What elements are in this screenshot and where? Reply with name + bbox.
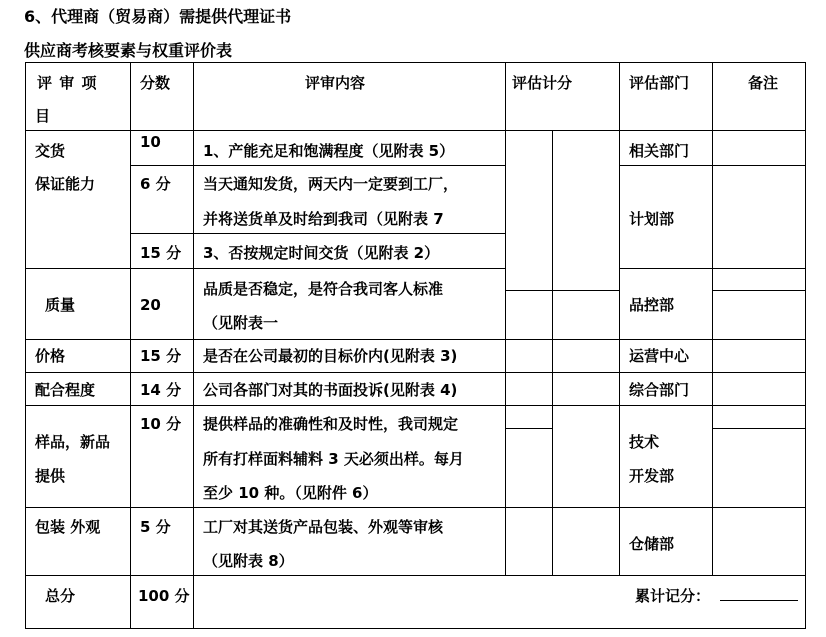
content-cell-cont: （见附表 8） <box>203 552 294 570</box>
section-heading: 6、代理商（贸易商）需提供代理证书 <box>24 7 292 26</box>
row-divider <box>25 372 806 373</box>
row-divider <box>25 507 806 508</box>
row-divider <box>25 575 806 576</box>
header-content: 评审内容 <box>305 74 366 92</box>
content-cell: 品质是否稳定，是符合我司客人标准 <box>203 280 444 298</box>
table-border-top <box>25 62 806 63</box>
table-title: 供应商考核要素与权重评价表 <box>24 41 233 60</box>
content-cell: 1、产能充足和饱满程度（见附表 5） <box>203 142 455 160</box>
item-samples-cont: 提供 <box>35 467 66 485</box>
dept-cell: 计划部 <box>629 210 675 228</box>
dept-cell: 品控部 <box>629 296 675 314</box>
content-cell: 当天通知发货，两天内一定要到工厂， <box>203 175 459 193</box>
item-packaging: 包装 外观 <box>35 518 101 536</box>
row-divider <box>712 428 806 429</box>
dept-cell: 运营中心 <box>629 347 690 365</box>
score-cell: 14 分 <box>140 381 182 399</box>
item-cooperation: 配合程度 <box>35 381 96 399</box>
column-divider <box>505 62 506 576</box>
row-divider <box>619 268 806 269</box>
row-divider <box>25 405 806 406</box>
dept-cell: 仓储部 <box>629 535 675 553</box>
score-cell: 5 分 <box>140 518 171 536</box>
total-score: 100 分 <box>138 587 190 605</box>
row-divider <box>505 428 553 429</box>
content-cell-cont: （见附表一 <box>203 314 279 332</box>
total-label: 总分 <box>45 587 76 605</box>
table-border-left <box>25 62 26 629</box>
row-divider <box>712 290 806 291</box>
row-divider <box>25 339 806 340</box>
cumulative-score-label: 累计记分： <box>635 587 711 605</box>
score-cell: 10 分 <box>140 415 182 433</box>
row-divider <box>130 233 506 234</box>
column-divider <box>712 62 713 576</box>
table-border-right <box>805 62 806 629</box>
content-cell: 工厂对其送货产品包装、外观等审核 <box>203 518 444 536</box>
item-samples: 样品，新品 <box>35 433 111 451</box>
column-divider <box>193 62 194 629</box>
header-note: 备注 <box>748 74 779 92</box>
row-divider <box>25 268 506 269</box>
dept-cell-cont: 开发部 <box>629 467 675 485</box>
column-divider <box>130 62 131 629</box>
dept-cell: 相关部门 <box>629 142 690 160</box>
column-divider <box>619 62 620 576</box>
score-cell: 15 分 <box>140 347 182 365</box>
item-price: 价格 <box>35 347 66 365</box>
content-cell-cont: 所有打样面料辅料 3 天必须出样。每月 <box>203 450 464 468</box>
item-delivery-cont: 保证能力 <box>35 175 96 193</box>
score-cell: 15 分 <box>140 244 182 262</box>
score-cell: 10 <box>140 133 161 151</box>
header-score: 分数 <box>140 74 171 92</box>
row-divider <box>130 165 506 166</box>
header-item-cont: 目 <box>35 107 51 125</box>
item-quality: 质量 <box>45 296 76 314</box>
header-eval: 评估计分 <box>512 74 573 92</box>
score-cell: 20 <box>140 296 161 314</box>
row-divider <box>505 290 619 291</box>
column-divider <box>552 130 553 576</box>
header-dept: 评估部门 <box>629 74 690 92</box>
content-cell: 是否在公司最初的目标价内(见附表 3) <box>203 347 458 365</box>
content-cell: 提供样品的准确性和及时性，我司规定 <box>203 415 459 433</box>
row-divider <box>25 130 806 131</box>
dept-cell: 综合部门 <box>629 381 690 399</box>
content-cell: 3、否按规定时间交货（见附表 2） <box>203 244 440 262</box>
header-item: 评 审 项 <box>37 74 98 92</box>
content-cell-cont: 至少 10 种。（见附件 6） <box>203 484 378 502</box>
content-cell: 公司各部门对其的书面投诉(见附表 4) <box>203 381 458 399</box>
dept-cell: 技术 <box>629 433 660 451</box>
content-cell-cont: 并将送货单及时给到我司（见附表 7 <box>203 210 444 228</box>
item-delivery: 交货 <box>35 142 66 160</box>
table-border-bottom <box>25 628 806 629</box>
cumulative-score-blank[interactable] <box>720 600 798 601</box>
row-divider <box>619 165 806 166</box>
score-cell: 6 分 <box>140 175 171 193</box>
